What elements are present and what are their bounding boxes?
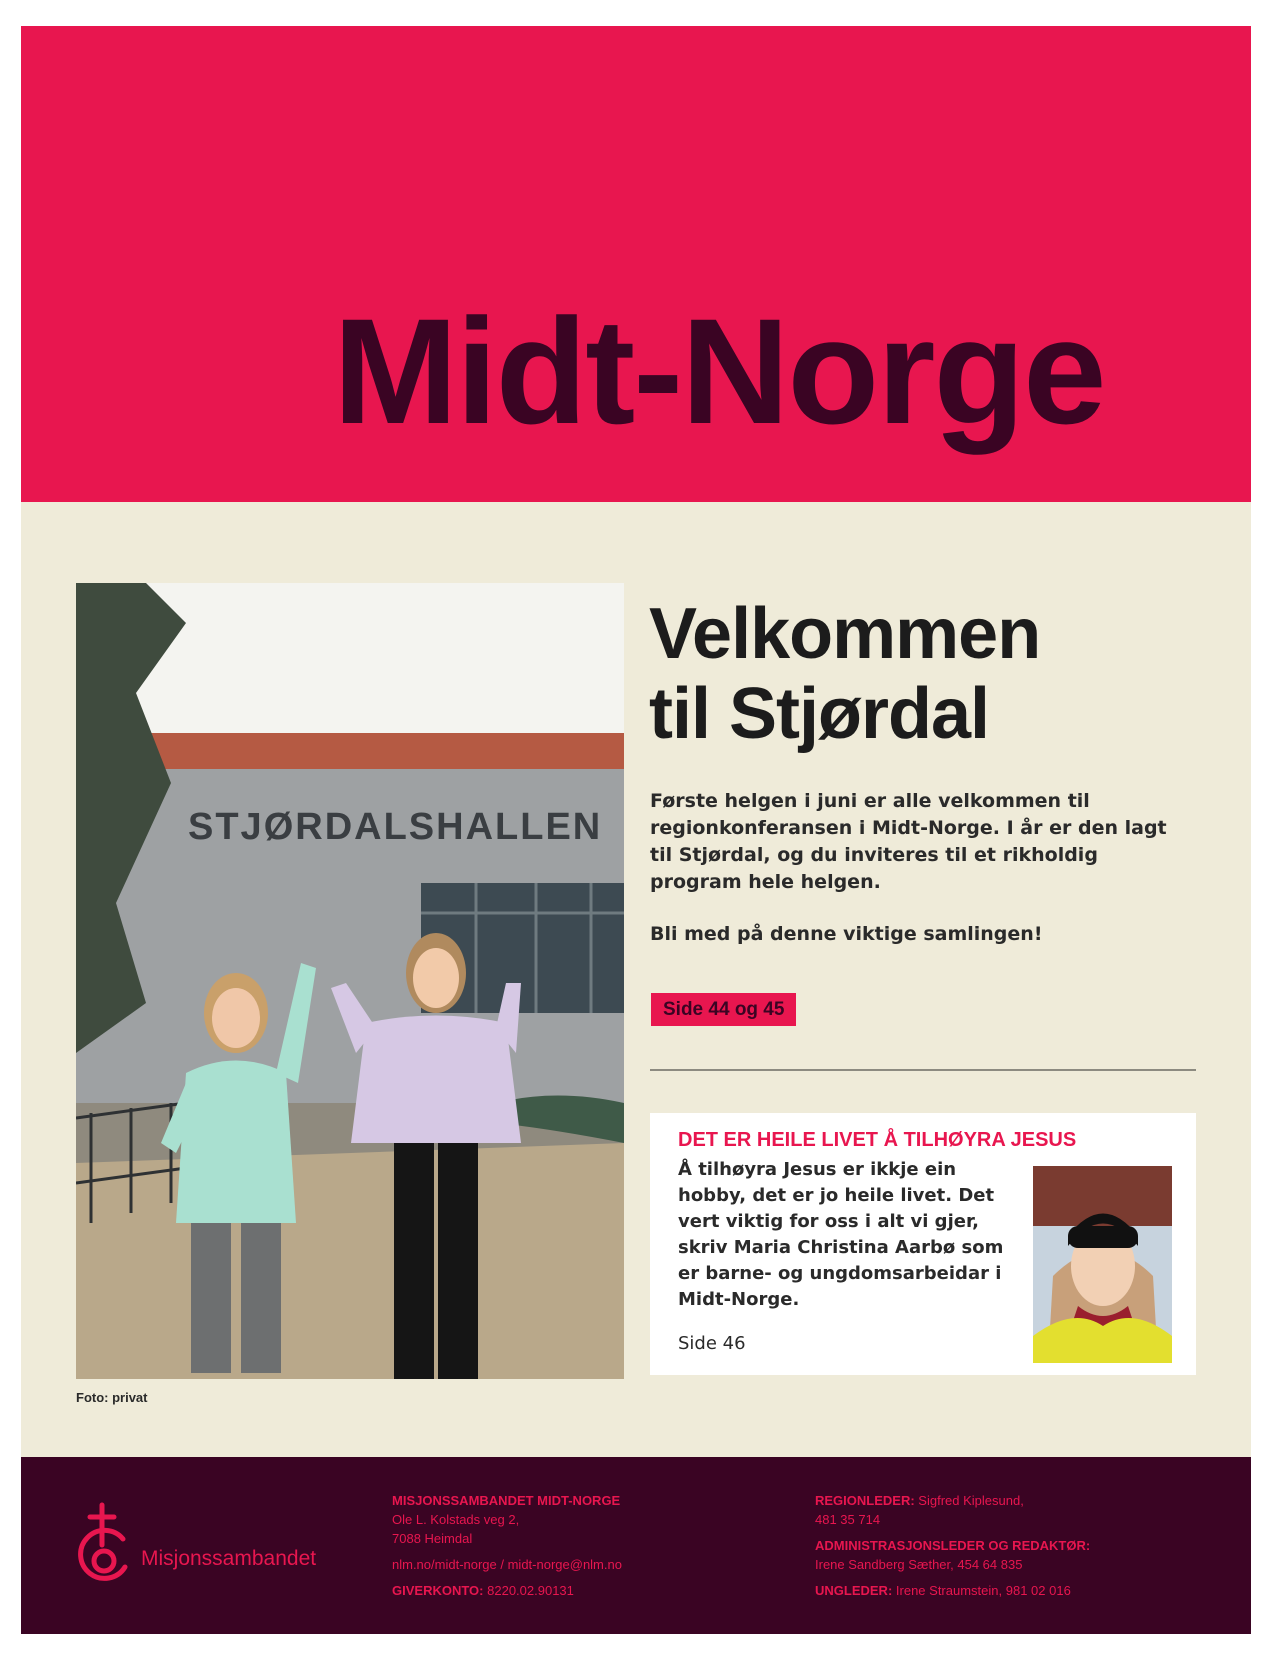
footer-regionleader-phone: 481 35 714 <box>815 1512 881 1527</box>
footer-staff-column <box>815 1491 1090 1600</box>
intro-paragraph: Første helgen i juni er alle velkommen til regionkonferansen i Midt-Norge. I år er den lagt til Stjørdal, og du inviteres til et rikholdig program hele helgen. <box>650 790 1167 893</box>
masthead-banner <box>21 26 1251 502</box>
article-headline <box>649 594 1040 754</box>
footer-address-line-1: Ole L. Kolstads veg 2, <box>392 1512 520 1527</box>
feature-box <box>650 1113 1196 1375</box>
page <box>21 26 1251 1634</box>
footer-address-line-2: 7088 Heimdal <box>392 1531 473 1546</box>
footer-youth-value: Irene Straumstein, 981 02 016 <box>895 1583 1071 1598</box>
logo-text: Misjonssambandet <box>141 1547 317 1570</box>
cover-photo <box>76 583 624 1379</box>
feature-page-reference: Side 46 <box>678 1333 746 1354</box>
call-to-action: Bli med på denne viktige samlingen! <box>650 923 1043 945</box>
footer-contact-column <box>392 1491 622 1600</box>
divider <box>650 1069 1196 1071</box>
footer-regionleader-value: Sigfred Kiplesund, <box>918 1493 1024 1508</box>
feature-title: DET ER HEILE LIVET Å TILHØYRA JESUS <box>678 1129 1077 1151</box>
footer <box>21 1457 1251 1634</box>
feature-portrait-photo <box>1033 1166 1172 1363</box>
footer-regionleader-label: REGIONLEDER: <box>815 1493 915 1508</box>
masthead-title: Midt-Norge <box>333 287 1105 455</box>
page-reference-tag: Side 44 og 45 <box>651 993 796 1026</box>
photo-credit: Foto: privat <box>76 1390 148 1405</box>
headline-line-2: til Stjørdal <box>649 674 990 754</box>
footer-giro-label: GIVERKONTO: <box>392 1583 484 1598</box>
footer-org-name: MISJONSSAMBANDET MIDT-NORGE <box>392 1493 621 1508</box>
building-sign: STJØRDALSHALLEN <box>188 806 603 848</box>
footer-youth-label: UNGLEDER: <box>815 1583 893 1598</box>
article-intro <box>650 788 1180 948</box>
footer-admin-value: Irene Sandberg Sæther, 454 64 835 <box>815 1557 1023 1572</box>
footer-giro-value: 8220.02.90131 <box>487 1583 574 1598</box>
headline-line-1: Velkommen <box>649 594 1041 674</box>
footer-web-email: nlm.no/midt-norge / midt-norge@nlm.no <box>392 1557 622 1572</box>
footer-admin-label: ADMINISTRASJONSLEDER OG REDAKTØR: <box>815 1538 1091 1553</box>
feature-body: Å tilhøyra Jesus er ikkje ein hobby, det er jo heile livet. Det vert viktig for oss i alt vi gjer, skriv Maria Christina Aarbø som er barne- og ungdomsarbeidar i Midt-Norge. <box>678 1159 1004 1310</box>
cross-logo-icon <box>75 1501 133 1585</box>
